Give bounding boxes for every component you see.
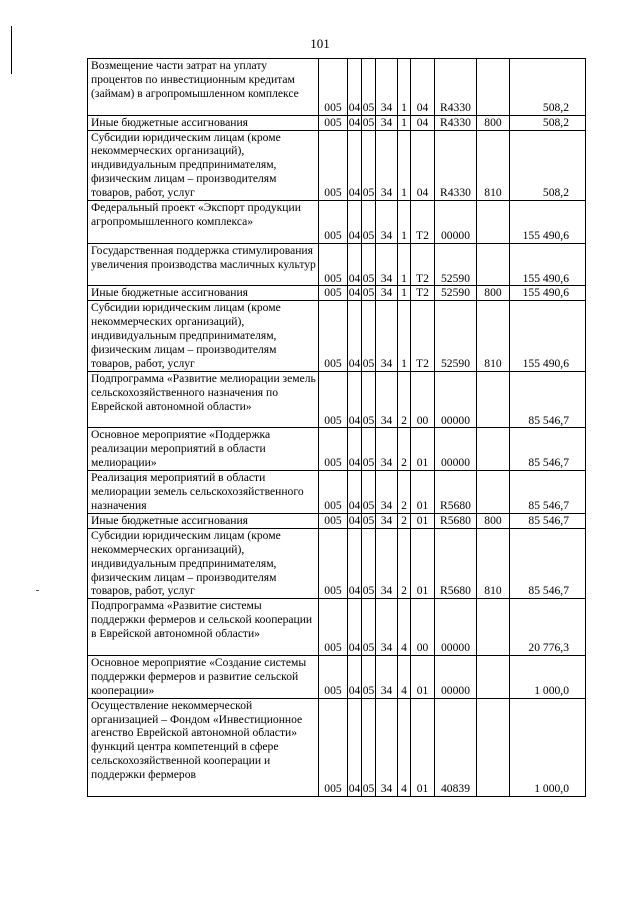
code-expense-type: 800 — [477, 115, 510, 130]
table-row — [88, 513, 586, 528]
code-subprogram: 4 — [398, 655, 411, 698]
amount: 508,2 — [510, 59, 586, 116]
code-subsection: 05 — [362, 599, 376, 656]
code-program: 34 — [376, 286, 398, 301]
code-subprogram: 1 — [398, 243, 411, 286]
code-section: 04 — [348, 698, 362, 796]
amount: 85 546,7 — [510, 428, 586, 471]
code-expense-type — [477, 698, 510, 796]
code-event: T2 — [411, 243, 435, 286]
code-subprogram: 4 — [398, 698, 411, 796]
expense-name: Реализация мероприятий в области мелиорации земель сельскохозяйственного назначения — [88, 471, 319, 514]
code-section: 04 — [348, 115, 361, 129]
table-row — [88, 371, 586, 428]
scan-speck — [36, 590, 39, 591]
code-event: 01 — [411, 528, 435, 599]
expense-name: Иные бюджетные ассигнования — [88, 115, 319, 130]
expense-name: Иные бюджетные ассигнования — [88, 513, 319, 528]
code-expense-type: 800 — [477, 513, 510, 528]
amount: 85 546,7 — [510, 528, 586, 599]
expense-name: Субсидии юридическим лицам (кроме некоммерческих организаций), индивидуальным предпринимателям, физическим лицам – производителям товаров, работ, услуг — [88, 301, 319, 372]
code-ministry: 005 — [319, 428, 348, 471]
expense-name: Подпрограмма «Развитие системы поддержки фермеров и сельской кооперации в Еврейской автономной области» — [88, 599, 319, 656]
code-section: 04 — [348, 513, 361, 527]
code-subsection: 05 — [362, 59, 376, 116]
code-event: 01 — [411, 655, 435, 698]
code-ministry: 005 — [319, 513, 348, 528]
code-direction: 00000 — [435, 201, 477, 244]
code-subprogram: 1 — [398, 201, 411, 244]
code-ministry: 005 — [319, 471, 348, 514]
code-section: 04 — [348, 201, 362, 244]
amount: 20 776,3 — [510, 599, 586, 656]
code-subsection: 05 — [362, 528, 376, 599]
code-direction: R5680 — [435, 513, 477, 528]
table-row — [88, 428, 586, 471]
code-direction: 52590 — [435, 301, 477, 372]
code-expense-type — [477, 59, 510, 116]
code-direction: 40839 — [435, 698, 477, 796]
code-ministry: 005 — [319, 130, 348, 201]
code-program: 34 — [376, 115, 398, 130]
code-program: 34 — [376, 698, 398, 796]
expense-name: Осуществление некоммерческой организацией – Фондом «Инвестиционное агенство Еврейской автономной области» функций центра компетенций в сфере сельскохозяйственной кооперации и поддержки фермеров — [88, 698, 319, 796]
code-direction: 00000 — [435, 428, 477, 471]
code-direction: R5680 — [435, 528, 477, 599]
code-section: 04 — [348, 59, 362, 116]
table-row — [88, 59, 586, 116]
code-program: 34 — [376, 59, 398, 116]
code-section: 04 — [348, 428, 362, 471]
code-event: T2 — [411, 286, 435, 301]
code-ministry: 005 — [319, 243, 348, 286]
expense-name: Подпрограмма «Развитие мелиорации земель сельскохозяйственного назначения по Еврейской автономной области» — [88, 371, 319, 428]
code-subsection: 05 — [362, 301, 376, 372]
amount: 508,2 — [510, 130, 586, 201]
code-program: 34 — [376, 528, 398, 599]
code-program: 34 — [376, 471, 398, 514]
code-expense-type: 810 — [477, 528, 510, 599]
code-ministry: 005 — [319, 286, 348, 301]
code-event: 04 — [411, 59, 435, 116]
code-subprogram: 2 — [398, 428, 411, 471]
code-subsection: 05 — [362, 371, 376, 428]
code-section: 04 — [348, 286, 361, 300]
code-subsection: 05 — [362, 471, 376, 514]
code-subprogram: 4 — [398, 599, 411, 656]
code-direction: 52590 — [435, 286, 477, 301]
amount: 85 546,7 — [510, 371, 586, 428]
table-row — [88, 201, 586, 244]
code-section: 04 — [348, 301, 362, 372]
budget-table — [87, 58, 586, 797]
amount: 155 490,6 — [510, 301, 586, 372]
code-section: 04 — [348, 471, 362, 514]
code-expense-type — [477, 201, 510, 244]
code-program: 34 — [376, 513, 398, 528]
code-expense-type — [477, 471, 510, 514]
expense-name: Иные бюджетные ассигнования — [88, 286, 319, 301]
table-row — [88, 655, 586, 698]
code-program: 34 — [376, 201, 398, 244]
code-section: 04 — [348, 528, 362, 599]
code-subsection: 05 — [362, 428, 376, 471]
code-subprogram: 2 — [398, 371, 411, 428]
code-event: 01 — [411, 471, 435, 514]
code-program: 34 — [376, 371, 398, 428]
expense-name: Субсидии юридическим лицам (кроме некоммерческих организаций), индивидуальным предпринимателям, физическим лицам – производителям товаров, работ, услуг — [88, 130, 319, 201]
amount: 155 490,6 — [510, 286, 586, 301]
code-ministry: 005 — [319, 371, 348, 428]
code-ministry: 005 — [319, 59, 348, 116]
table-row — [88, 286, 586, 301]
code-subprogram: 1 — [398, 301, 411, 372]
table-row — [88, 471, 586, 514]
code-ministry: 005 — [319, 528, 348, 599]
code-event: 00 — [411, 599, 435, 656]
code-subsection: 05 — [362, 115, 375, 129]
code-subsection: 05 — [362, 655, 376, 698]
code-direction: 52590 — [435, 243, 477, 286]
code-direction: R4330 — [435, 59, 477, 116]
code-subprogram: 1 — [398, 59, 411, 116]
page-number: 101 — [310, 36, 330, 51]
expense-name: Основное мероприятие «Поддержка реализации мероприятий в области мелиорации» — [88, 428, 319, 471]
code-event: 04 — [411, 115, 435, 130]
code-program: 34 — [376, 599, 398, 656]
amount: 85 546,7 — [510, 513, 586, 528]
code-expense-type — [477, 599, 510, 656]
code-ministry: 005 — [319, 115, 348, 130]
code-subsection: 05 — [362, 130, 376, 201]
code-event: T2 — [411, 301, 435, 372]
table-row — [88, 243, 586, 286]
code-section: 04 — [348, 130, 362, 201]
code-expense-type — [477, 655, 510, 698]
code-ministry: 005 — [319, 655, 348, 698]
code-direction: R4330 — [435, 130, 477, 201]
code-event: 04 — [411, 130, 435, 201]
table-row — [88, 301, 586, 372]
code-subsection: 05 — [362, 513, 375, 527]
code-program: 34 — [376, 130, 398, 201]
code-subsection: 05 — [362, 698, 376, 796]
table-row — [88, 528, 586, 599]
code-ministry: 005 — [319, 698, 348, 796]
code-section: 04 — [348, 371, 362, 428]
code-event: 00 — [411, 371, 435, 428]
code-program: 34 — [376, 655, 398, 698]
amount: 508,2 — [510, 115, 586, 130]
code-subprogram: 1 — [398, 115, 411, 130]
code-direction: R4330 — [435, 115, 477, 130]
amount: 155 490,6 — [510, 201, 586, 244]
table-row — [88, 599, 586, 656]
code-direction: 00000 — [435, 371, 477, 428]
code-subsection: 05 — [362, 201, 376, 244]
code-ministry: 005 — [319, 301, 348, 372]
code-subprogram: 2 — [398, 513, 411, 528]
code-section: 04 — [348, 243, 362, 286]
code-event: 01 — [411, 513, 435, 528]
code-subsection: 05 — [362, 286, 375, 300]
code-expense-type: 800 — [477, 286, 510, 301]
amount: 155 490,6 — [510, 243, 586, 286]
code-program: 34 — [376, 428, 398, 471]
code-ministry: 005 — [319, 201, 348, 244]
code-event: 01 — [411, 428, 435, 471]
amount: 85 546,7 — [510, 471, 586, 514]
amount: 1 000,0 — [510, 698, 586, 796]
expense-name: Возмещение части затрат на уплату процентов по инвестиционным кредитам (займам) в агропромышленном комплексе — [88, 59, 319, 116]
expense-name: Субсидии юридическим лицам (кроме некоммерческих организаций), индивидуальным предпринимателям, физическим лицам – производителям товаров, работ, услуг — [88, 528, 319, 599]
code-subprogram: 2 — [398, 471, 411, 514]
code-expense-type — [477, 243, 510, 286]
code-expense-type — [477, 371, 510, 428]
code-program: 34 — [376, 243, 398, 286]
code-subprogram: 1 — [398, 286, 411, 301]
code-event: T2 — [411, 201, 435, 244]
code-section: 04 — [348, 655, 362, 698]
code-event: 01 — [411, 698, 435, 796]
amount: 1 000,0 — [510, 655, 586, 698]
code-subprogram: 1 — [398, 130, 411, 201]
code-direction: 00000 — [435, 599, 477, 656]
table-row — [88, 698, 586, 796]
table-row — [88, 115, 586, 130]
code-direction: 00000 — [435, 655, 477, 698]
code-ministry: 005 — [319, 599, 348, 656]
budget-table-body — [88, 59, 586, 797]
code-section: 04 — [348, 599, 362, 656]
expense-name: Государственная поддержка стимулирования увеличения производства масличных культур — [88, 243, 319, 286]
code-direction: R5680 — [435, 471, 477, 514]
code-expense-type — [477, 428, 510, 471]
code-subsection: 05 — [362, 243, 376, 286]
code-expense-type: 810 — [477, 130, 510, 201]
expense-name: Федеральный проект «Экспорт продукции агропромышленного комплекса» — [88, 201, 319, 244]
code-subprogram: 2 — [398, 528, 411, 599]
table-row — [88, 130, 586, 201]
code-expense-type: 810 — [477, 301, 510, 372]
expense-name: Основное мероприятие «Создание системы поддержки фермеров и развитие сельской кооперации» — [88, 655, 319, 698]
code-program: 34 — [376, 301, 398, 372]
